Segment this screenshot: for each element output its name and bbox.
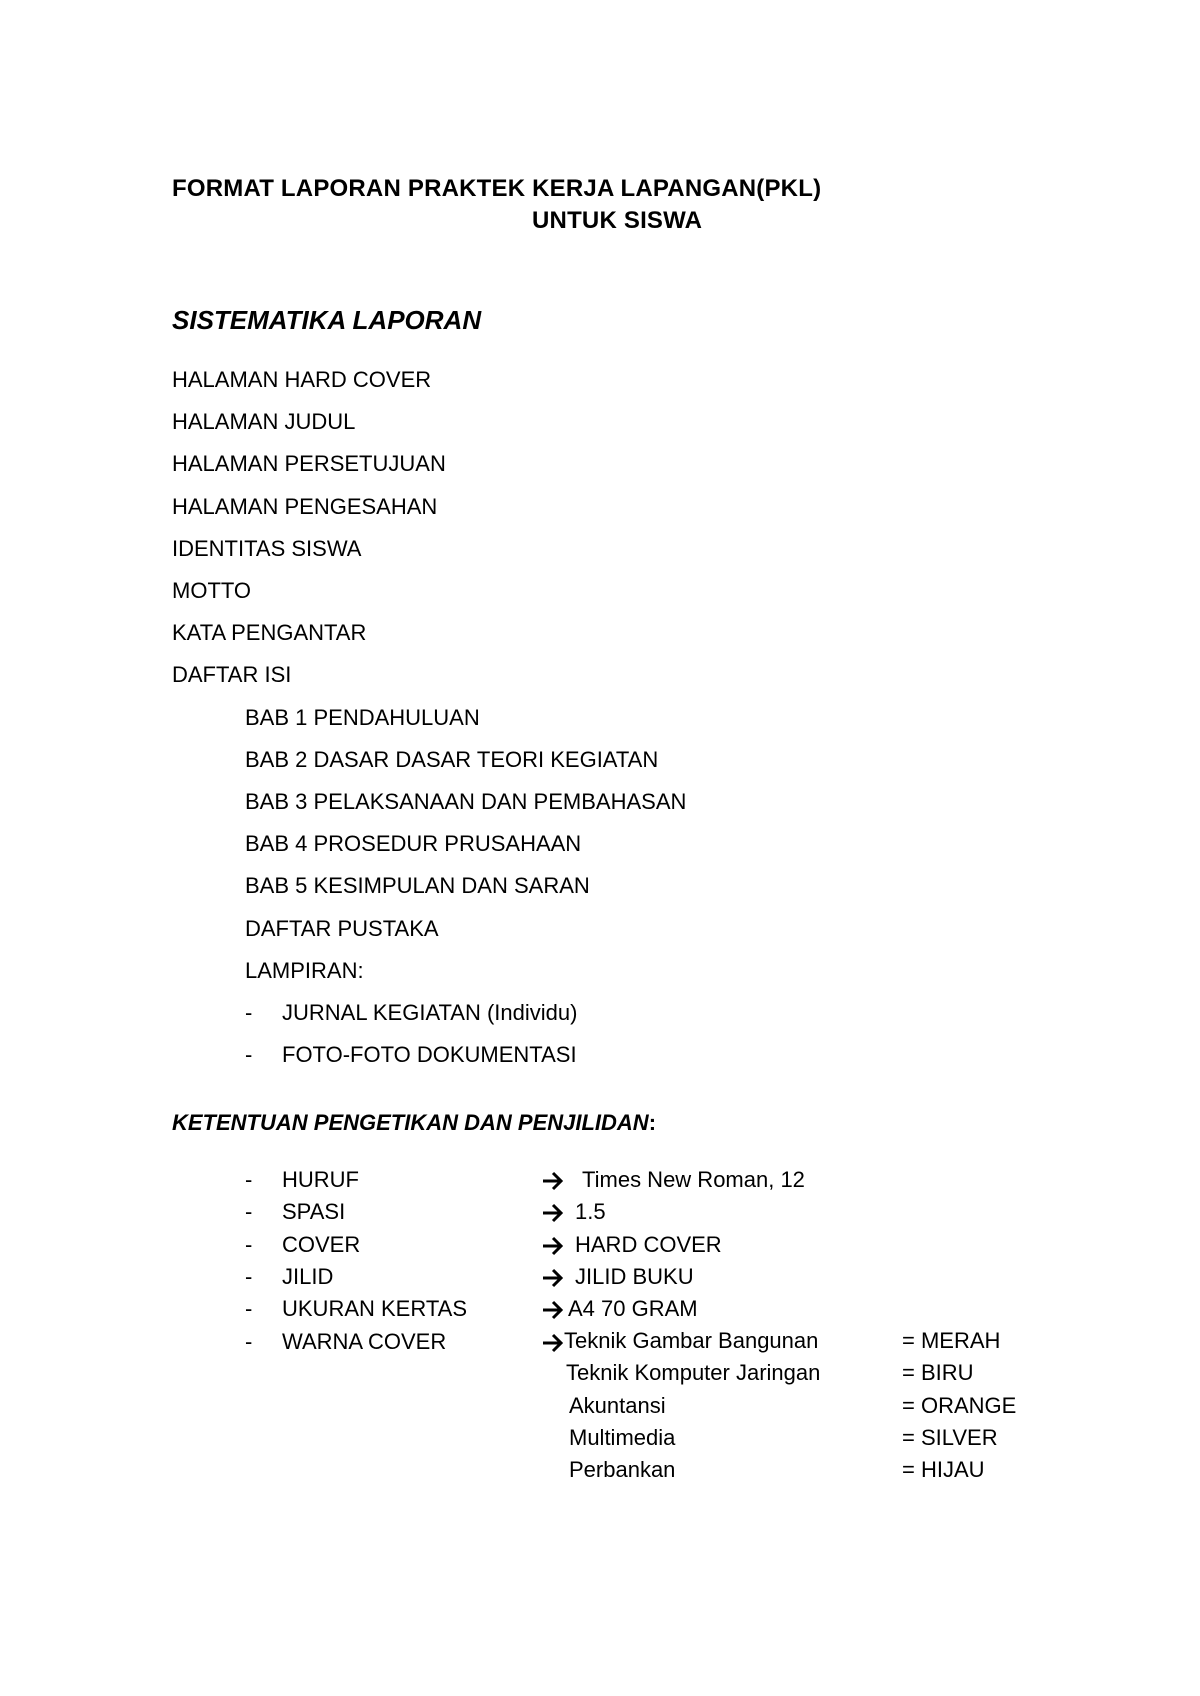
spec-label: UKURAN KERTAS [282,1296,468,1321]
spec-label: COVER [282,1232,361,1257]
program-color: = HIJAU [902,1457,985,1482]
front-matter-item: HALAMAN HARD COVER [172,367,432,392]
chapter-item: BAB 2 DASAR DASAR TEORI KEGIATAN [245,747,659,772]
front-matter-item: HALAMAN JUDUL [172,409,356,434]
right-arrow-icon [542,1294,564,1324]
program-color: = ORANGE [902,1393,1017,1418]
cover-color-row [0,1455,1200,1485]
spec-label: JILID [282,1264,334,1289]
spec-label: WARNA COVER [282,1329,447,1354]
right-arrow-icon [542,1262,564,1292]
program-name: Perbankan [569,1457,676,1482]
cover-color-row [0,1391,1200,1421]
attachment-item: FOTO-FOTO DOKUMENTASI [282,1042,577,1067]
attachment-dash: - [245,1000,253,1025]
spec-row [0,1262,1200,1292]
spec-row [0,1294,1200,1324]
spec-label: HURUF [282,1167,359,1192]
spec-dash: - [245,1199,253,1224]
program-name: Multimedia [569,1425,676,1450]
spec-value: Times New Roman, 12 [582,1167,805,1192]
right-arrow-icon [542,1165,564,1195]
cover-color-row [0,1358,1200,1388]
ketentuan-heading [172,1110,656,1136]
spec-value: 1.5 [575,1199,606,1224]
ketentuan-heading-text: KETENTUAN PENGETIKAN DAN PENJILIDAN [172,1110,649,1135]
front-matter-item: DAFTAR ISI [172,662,292,687]
program-color: = BIRU [902,1360,974,1385]
chapter-item: LAMPIRAN: [245,958,364,983]
spec-row [0,1197,1200,1227]
spec-dash: - [245,1264,253,1289]
spec-dash: - [245,1167,253,1192]
program-name: Teknik Komputer Jaringan [566,1360,821,1385]
spec-dash: - [245,1329,253,1354]
spec-dash: - [245,1296,253,1321]
front-matter-item: KATA PENGANTAR [172,620,367,645]
spec-value: JILID BUKU [575,1264,694,1289]
program-name: Teknik Gambar Bangunan [564,1328,819,1353]
program-name: Akuntansi [569,1393,666,1418]
right-arrow-icon [542,1230,564,1260]
ketentuan-heading-colon: : [648,1110,657,1135]
document-subtitle: UNTUK SISWA [532,207,703,234]
chapter-item: DAFTAR PUSTAKA [245,916,439,941]
right-arrow-icon [542,1197,564,1227]
chapter-item: BAB 3 PELAKSANAAN DAN PEMBAHASAN [245,789,687,814]
document-title: FORMAT LAPORAN PRAKTEK KERJA LAPANGAN(PKL) [172,175,822,202]
cover-color-row [0,1326,1200,1356]
sistematika-heading: SISTEMATIKA LAPORAN [172,305,482,335]
spec-row [0,1165,1200,1195]
front-matter-item: IDENTITAS SISWA [172,536,362,561]
cover-color-row [0,1423,1200,1453]
attachment-item: JURNAL KEGIATAN (Individu) [282,1000,578,1025]
spec-value: A4 70 GRAM [568,1296,698,1321]
chapter-item: BAB 1 PENDAHULUAN [245,705,480,730]
spec-row [0,1230,1200,1260]
chapter-item: BAB 5 KESIMPULAN DAN SARAN [245,873,590,898]
spec-dash: - [245,1232,253,1257]
chapter-item: BAB 4 PROSEDUR PRUSAHAAN [245,831,582,856]
attachment-dash: - [245,1042,253,1067]
front-matter-item: HALAMAN PENGESAHAN [172,494,438,519]
front-matter-item: HALAMAN PERSETUJUAN [172,451,446,476]
front-matter-item: MOTTO [172,578,252,603]
spec-label: SPASI [282,1199,346,1224]
program-color: = MERAH [902,1328,1001,1353]
spec-value: HARD COVER [575,1232,722,1257]
program-color: = SILVER [902,1425,998,1450]
